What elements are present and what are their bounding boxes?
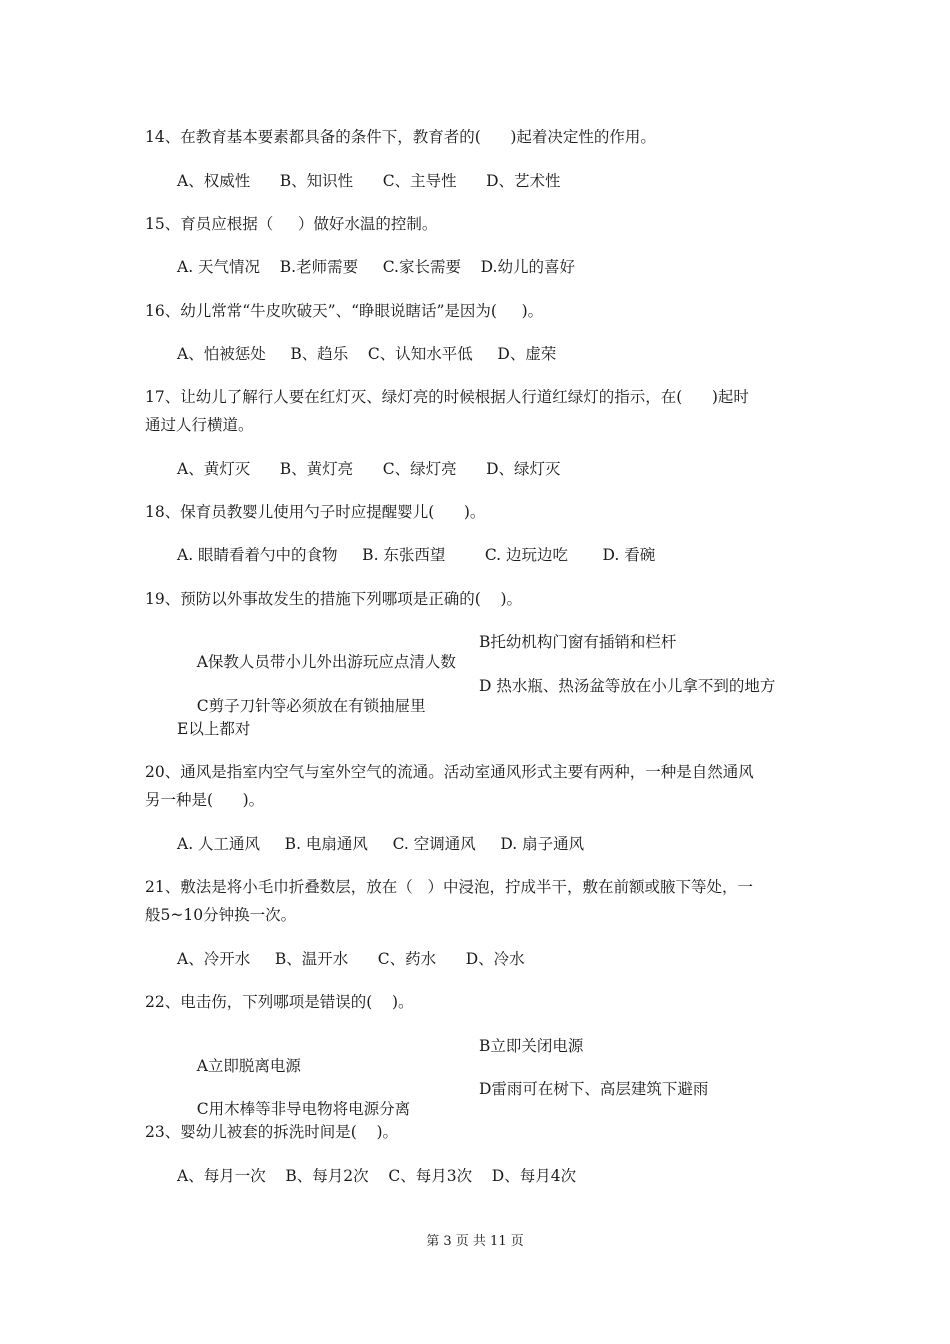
- question-19-options-row2: [177, 676, 776, 756]
- question-19-option-b: B托幼机构门窗有插销和栏杆: [479, 633, 677, 651]
- question-20-stem-line1: 20、通风是指室内空气与室外空气的流通。活动室通风形式主要有两种，一种是自然通风: [145, 763, 754, 781]
- question-15-stem: 15、育员应根据（ ）做好水温的控制。: [145, 215, 438, 233]
- question-17-options: A、黄灯灭 B、黄灯亮 C、绿灯亮 D、绿灯灭: [177, 460, 561, 478]
- question-16-stem: 16、幼儿常常“牛皮吹破天”、“睁眼说瞎话”是因为( )。: [145, 302, 544, 320]
- question-19-stem: 19、预防以外事故发生的措施下列哪项是正确的( )。: [145, 590, 523, 608]
- page-footer: 第 3 页 共 11 页: [426, 1234, 524, 1249]
- question-22-option-d: D雷雨可在树下、高层建筑下避雨: [479, 1080, 709, 1098]
- question-23-stem: 23、婴幼儿被套的拆洗时间是( )。: [145, 1123, 399, 1141]
- question-17-stem-line1: 17、让幼儿了解行人要在红灯灭、绿灯亮的时候根据人行道红绿灯的指示，在( )起时: [145, 388, 749, 406]
- question-23-options: A、每月一次 B、每月2次 C、每月3次 D、每月4次: [177, 1167, 577, 1185]
- question-20-options: A. 人工通风 B. 电扇通风 C. 空调通风 D. 扇子通风: [177, 835, 585, 853]
- question-18-stem: 18、保育员教婴儿使用勺子时应提醒婴儿( )。: [145, 503, 486, 521]
- question-22-option-a: A立即脱离电源: [196, 1057, 301, 1075]
- question-22-stem: 22、电击伤，下列哪项是错误的( )。: [145, 993, 414, 1011]
- question-14-options: A、权威性 B、知识性 C、主导性 D、艺术性: [177, 172, 561, 190]
- question-21-stem-line1: 21、敷法是将小毛巾折叠数层，放在（ ）中浸泡，拧成半干，敷在前额或腋下等处，一: [145, 878, 754, 896]
- question-19-option-a: A保教人员带小儿外出游玩应点清人数: [196, 653, 456, 671]
- question-15-options: A. 天气情况 B.老师需要 C.家长需要 D.幼儿的喜好: [177, 258, 575, 276]
- question-20-stem-line2: 另一种是( )。: [145, 791, 265, 809]
- question-16-options: A、怕被惩处 B、趋乐 C、认知水平低 D、虚荣: [177, 345, 557, 363]
- question-14-stem: 14、在教育基本要素都具备的条件下，教育者的( )起着决定性的作用。: [145, 128, 656, 146]
- question-19-option-c: C剪子刀针等必须放在有锁抽屉里: [196, 697, 426, 715]
- question-18-options: A. 眼睛看着勺中的食物 B. 东张西望 C. 边玩边吃 D. 看碗: [177, 546, 656, 564]
- question-21-stem-line2: 般5~10分钟换一次。: [145, 906, 297, 924]
- question-22-option-c: C用木棒等非导电物将电源分离: [196, 1100, 411, 1118]
- question-22-options-row2: [177, 1079, 709, 1159]
- question-19-option-e: E以上都对: [177, 720, 251, 738]
- question-17-stem-line2: 通过人行横道。: [145, 416, 254, 434]
- question-21-options: A、冷开水 B、温开水 C、药水 D、冷水: [177, 950, 525, 968]
- question-22-option-b: B立即关闭电源: [479, 1037, 584, 1055]
- question-19-option-d: D 热水瓶、热汤盆等放在小儿拿不到的地方: [479, 677, 776, 695]
